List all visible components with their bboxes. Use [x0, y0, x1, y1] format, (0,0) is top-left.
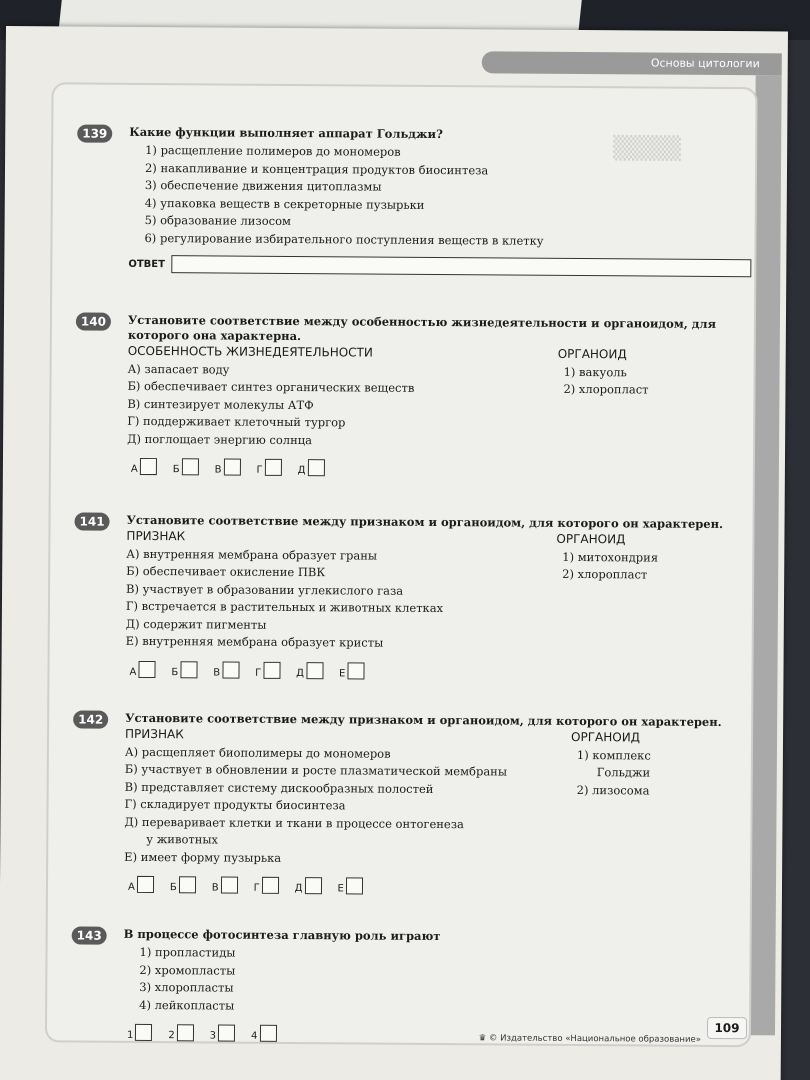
- task-number: 142: [73, 710, 108, 728]
- answer-box[interactable]: [346, 877, 363, 894]
- answer-box[interactable]: [262, 877, 279, 894]
- right-column: [556, 531, 716, 585]
- task-143: [77, 927, 768, 1046]
- left-item: Д) переваривает клетки и ткани в процессе онтогенеза: [124, 814, 464, 831]
- answer-box-label: Д: [297, 465, 306, 477]
- left-header: ОСОБЕННОСТЬ ЖИЗНЕДЕЯТЕЛЬНОСТИ: [127, 343, 373, 360]
- matching-columns: [124, 726, 769, 870]
- right-item: 1) комплекс: [576, 747, 651, 763]
- right-item: 1) вакуоль: [563, 364, 627, 379]
- left-item: Г) поддерживает клеточный тургор: [127, 413, 346, 430]
- left-item-continuation: у животных: [146, 831, 219, 847]
- options-list: [139, 944, 767, 1018]
- right-column: [571, 729, 731, 800]
- answer-boxes: [128, 876, 768, 897]
- answer-box-label: А: [129, 666, 137, 678]
- right-header: ОРГАНОИД: [557, 346, 627, 362]
- task-141: [79, 513, 770, 682]
- answer-box[interactable]: [179, 876, 196, 893]
- option: 1) расщепление полимеров до мономеров: [145, 142, 401, 159]
- right-item-continuation: Гольджи: [596, 765, 651, 780]
- publisher-footer: [479, 1033, 701, 1045]
- answer-row: [128, 255, 772, 277]
- answer-box[interactable]: [222, 661, 239, 678]
- option: 4) упаковка веществ в секреторные пузырьки: [144, 195, 425, 212]
- left-item: Б) участвует в обновлении и росте плазматической мембраны: [124, 761, 508, 779]
- answer-label: ОТВЕТ: [128, 258, 165, 270]
- answer-box-label: Д: [294, 883, 303, 895]
- answer-box[interactable]: [304, 877, 321, 894]
- left-item: Д) содержит пигменты: [125, 616, 267, 632]
- left-item: Г) складирует продукты биосинтеза: [124, 796, 346, 813]
- left-item: Б) обеспечивает синтез органических веществ: [127, 378, 415, 395]
- answer-box-label: 4: [251, 1030, 258, 1042]
- option: 3) обеспечение движения цитоплазмы: [144, 177, 382, 194]
- answer-boxes: [131, 458, 771, 479]
- answer-box[interactable]: [221, 877, 238, 894]
- left-item: В) участвует в образовании углекислого газа: [126, 581, 404, 598]
- left-item: Е) внутренняя мембрана образует кристы: [125, 633, 384, 650]
- task-139: [82, 125, 773, 278]
- answer-box-label: А: [127, 881, 135, 893]
- left-item: Б) обеспечивает окисление ПВК: [126, 563, 326, 580]
- answer-box-label: 2: [168, 1030, 175, 1042]
- right-column: [557, 346, 717, 400]
- left-item: В) синтезирует молекулы АТФ: [127, 396, 314, 412]
- question-text: Какие функции выполняет аппарат Гольджи?: [129, 124, 443, 142]
- task-number: 140: [76, 312, 111, 330]
- option: 4) лейкопласты: [139, 997, 235, 1013]
- answer-boxes: [129, 660, 769, 681]
- question-text: Установите соответствие между особенностью жизнедеятельности и органоидом, для которого она характерна.: [127, 312, 717, 344]
- matching-columns: [126, 528, 771, 655]
- page-number: 109: [707, 1017, 747, 1039]
- answer-box[interactable]: [137, 876, 154, 893]
- option: 3) хлоропласты: [139, 979, 234, 995]
- options-list: [144, 142, 773, 251]
- option: 2) накапливание и концентрация продуктов биосинтеза: [144, 160, 489, 177]
- answer-box[interactable]: [177, 1024, 194, 1041]
- answer-box-label: 3: [209, 1030, 217, 1042]
- option: 6) регулирование избирательного поступления веществ в клетку: [144, 230, 544, 248]
- left-column: [127, 343, 558, 451]
- answer-field[interactable]: [171, 255, 751, 277]
- answer-box-label: В: [211, 882, 219, 894]
- answer-box[interactable]: [140, 458, 157, 475]
- answer-box-label: Е: [338, 667, 346, 679]
- task-142: [78, 711, 769, 898]
- answer-box[interactable]: [259, 1025, 276, 1042]
- left-item: А) расщепляет биополимеры до мономеров: [124, 744, 391, 761]
- left-item: В) представляет систему дискообразных полостей: [124, 779, 434, 796]
- left-item: А) запасает воду: [127, 361, 230, 377]
- answer-box[interactable]: [218, 1025, 235, 1042]
- answer-box-label: Г: [256, 464, 263, 476]
- left-item: А) внутренняя мембрана образует граны: [126, 546, 378, 563]
- answer-box-label: Г: [255, 667, 262, 679]
- answer-box[interactable]: [182, 458, 199, 475]
- answer-box[interactable]: [307, 459, 324, 476]
- task-number: 139: [77, 125, 112, 143]
- answer-box[interactable]: [180, 661, 197, 678]
- right-header: ОРГАНОИД: [556, 531, 626, 547]
- answer-box[interactable]: [265, 459, 282, 476]
- show-through-text: ▒▒▒▒: [613, 136, 681, 162]
- answer-box[interactable]: [138, 660, 155, 677]
- publisher-logo-icon: ♛: [478, 1033, 487, 1044]
- option: 2) хромопласты: [139, 962, 236, 978]
- answer-box[interactable]: [347, 662, 364, 679]
- answer-box-label: Б: [169, 882, 177, 894]
- left-header: ПРИЗНАК: [126, 528, 186, 544]
- right-item: 2) хлоропласт: [563, 381, 649, 397]
- publisher-text: © Издательство «Национальное образование»: [488, 1033, 701, 1045]
- right-header: ОРГАНОИД: [571, 729, 641, 745]
- left-header: ПРИЗНАК: [125, 726, 184, 742]
- answer-box-label: Г: [253, 882, 260, 894]
- left-item: Г) встречается в растительных и животных клетках: [125, 598, 444, 616]
- answer-box-label: Е: [337, 883, 344, 895]
- left-item: Е) имеет форму пузырька: [124, 849, 282, 865]
- answer-box-label: Б: [172, 464, 180, 476]
- task-number: 141: [74, 512, 109, 530]
- left-item: Д) поглощает энергию солнца: [127, 431, 313, 447]
- right-item: 2) хлоропласт: [562, 566, 648, 582]
- answer-box[interactable]: [135, 1024, 152, 1041]
- answer-box-label: А: [130, 463, 138, 475]
- question-text: В процессе фотосинтеза главную роль играют: [123, 926, 441, 944]
- question-text: Установите соответствие между признаком и органоидом, для которого он характерен.: [125, 710, 722, 730]
- answer-box-label: В: [213, 666, 221, 679]
- answer-box[interactable]: [263, 661, 280, 678]
- question-text: Установите соответствие между признаком и органоидом, для которого он характерен.: [126, 512, 724, 532]
- right-item: 2) лизосома: [576, 782, 650, 798]
- option: 1) пропластиды: [139, 944, 236, 960]
- answer-box[interactable]: [223, 459, 240, 476]
- task-140: [81, 313, 772, 480]
- content-frame: [45, 82, 758, 1047]
- left-column: [126, 528, 557, 653]
- workbook-page: [0, 26, 788, 1080]
- answer-box[interactable]: [306, 662, 323, 679]
- answer-box-label: В: [214, 464, 222, 476]
- answer-box-label: Д: [296, 667, 305, 679]
- answer-box-label: Б: [171, 666, 179, 678]
- right-item: 1) митохондрия: [562, 549, 659, 565]
- answer-box-label: 1: [126, 1029, 134, 1041]
- task-number: 143: [72, 926, 107, 944]
- running-head: Основы цитологии: [482, 51, 782, 75]
- left-column: [124, 726, 555, 869]
- option: 5) образование лизосом: [144, 212, 292, 228]
- matching-columns: [127, 343, 772, 452]
